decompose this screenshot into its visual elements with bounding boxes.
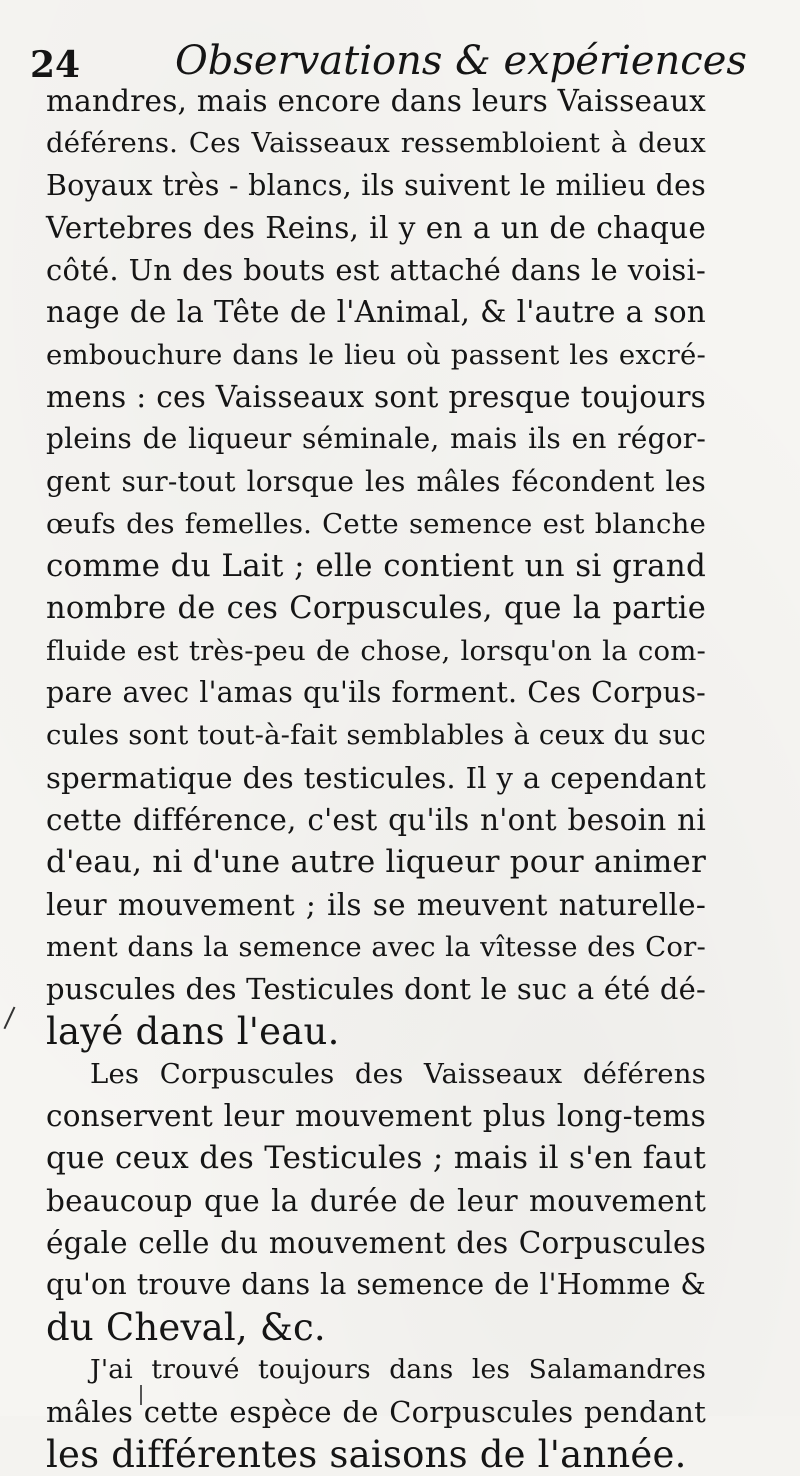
margin-mark <box>3 1007 24 1034</box>
page-number: 24 <box>30 44 81 86</box>
text-line: nombre de ces Corpuscules, que la partie <box>46 590 706 626</box>
text-line: beaucoup que la durée de leur mouvement <box>46 1183 706 1218</box>
text-line: pare avec l'amas qu'ils forment. Ces Corpus- <box>46 676 706 710</box>
text-line: Boyaux très - blancs, ils suivent le milieu des <box>46 168 706 202</box>
text-line: les différentes saisons de l'année. <box>46 1432 687 1476</box>
text-line: mens : ces Vaisseaux sont presque toujours <box>46 380 706 415</box>
text-line: embouchure dans le lieu où passent les excré- <box>46 338 706 371</box>
text-line: qu'on trouve dans la semence de l'Homme & <box>46 1268 706 1302</box>
text-line: côté. Un des bouts est attaché dans le voisi- <box>46 253 706 288</box>
text-line: layé dans l'eau. <box>46 1009 340 1053</box>
text-line: cette différence, c'est qu'ils n'ont besoin ni <box>46 803 706 838</box>
text-line: fluide est très-peu de chose, lorsqu'on la com- <box>46 634 706 667</box>
text-line: leur mouvement ; ils se meuvent naturelle- <box>46 887 706 922</box>
text-line: spermatique des testicules. Il y a cependant <box>46 760 706 795</box>
text-line: puscules des Testicules dont le suc a été dé- <box>46 972 706 1007</box>
text-line: que ceux des Testicules ; mais il s'en faut <box>46 1140 706 1177</box>
text-line: déférens. Ces Vaisseaux ressembloient à deux <box>46 127 706 160</box>
text-line: mandres, mais encore dans leurs Vaisseaux <box>46 84 706 118</box>
text-line: J'ai trouvé toujours dans les Salamandres <box>90 1353 706 1385</box>
text-line: œufs des femelles. Cette semence est blanche <box>46 507 706 540</box>
margin-mark <box>140 1385 150 1405</box>
text-line: cules sont tout-à-fait semblables à ceux du suc <box>46 719 706 752</box>
text-line: Vertebres des Reins, il y en a un de chaque <box>46 210 706 245</box>
text-line: d'eau, ni d'une autre liqueur pour animer <box>46 844 706 881</box>
text-line: pleins de liqueur séminale, mais ils en régor- <box>46 422 706 456</box>
text-line: du Cheval, &c. <box>46 1305 326 1349</box>
body-text <box>46 80 706 1476</box>
text-line: mâles cette espèce de Corpuscules pendant <box>46 1395 706 1430</box>
text-line: nage de la Tête de l'Animal, & l'autre a son <box>46 295 706 330</box>
text-line: comme du Lait ; elle contient un si grand <box>46 548 706 585</box>
text-line: Les Corpuscules des Vaisseaux déférens <box>90 1057 706 1090</box>
text-line: égale celle du mouvement des Corpuscules <box>46 1226 706 1261</box>
text-line: ment dans la semence avec la vîtesse des Cor- <box>46 930 706 963</box>
text-line: conservent leur mouvement plus long-tems <box>46 1099 706 1134</box>
text-line: gent sur-tout lorsque les mâles fécondent les <box>46 464 706 498</box>
running-head: Observations & expériences <box>175 38 747 84</box>
